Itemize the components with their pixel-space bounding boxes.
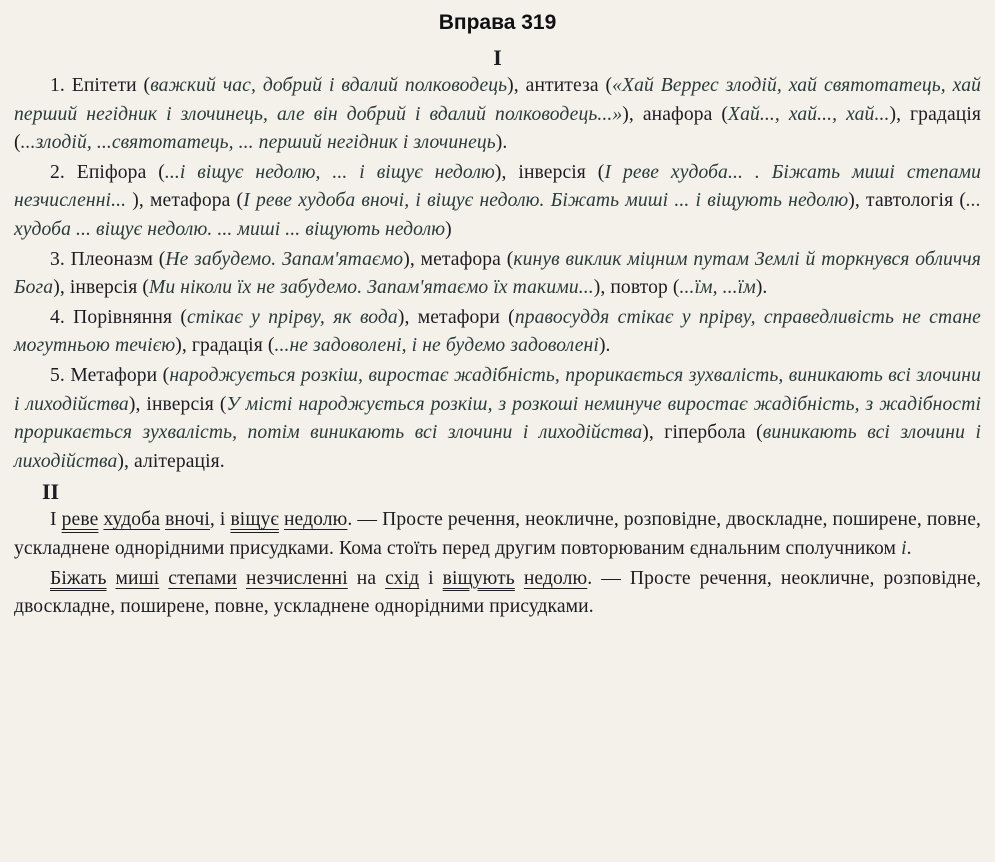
item-number: 4. bbox=[50, 306, 74, 328]
text-segment: ), градація ( bbox=[14, 103, 981, 154]
example-quote: стікає у прірву, як вода bbox=[187, 306, 398, 328]
example-quote: ...не задоволені, і не будемо задоволені bbox=[274, 335, 599, 357]
text-segment: ), гіпербола ( bbox=[642, 422, 763, 444]
text-segment: Порівняння ( bbox=[73, 306, 187, 328]
text-segment: . — Просте речення, неокличне, розповідне, двоскладне, поширене, повне, ускладнене однорідними присудками. bbox=[14, 567, 981, 618]
underlined-sentence-member: вночі bbox=[165, 509, 210, 531]
answer-item bbox=[14, 159, 981, 245]
underlined-sentence-member: схід bbox=[385, 567, 420, 589]
text-segment bbox=[515, 568, 524, 589]
example-quote: ...злодій, ...святотатець, ... перший негідник і злочинець bbox=[20, 132, 496, 154]
example-quote: Ми ніколи їх не забудемо. Запам'ятаємо їх такими... bbox=[148, 277, 594, 299]
text-segment: Плеоназм ( bbox=[70, 248, 166, 270]
answer-item bbox=[14, 362, 981, 476]
text-segment: ) bbox=[445, 218, 452, 240]
text-segment: ). bbox=[598, 335, 611, 357]
text-segment: Епітети ( bbox=[71, 75, 151, 96]
text-segment: ), метафора ( bbox=[403, 248, 514, 270]
text-segment: і bbox=[419, 567, 443, 589]
example-quote: У місті народжується розкіш, з розкоші неминуче виростає жадібність, з жадібності прорикається зухвалість, потім виникають всі злочини і лиходійства bbox=[14, 393, 981, 444]
underlined-sentence-member: степами bbox=[168, 567, 238, 589]
text-segment: на bbox=[347, 567, 386, 589]
text-segment: Епіфора ( bbox=[76, 161, 165, 183]
text-segment: ), інверсія ( bbox=[53, 277, 149, 299]
text-segment: ), інверсія ( bbox=[494, 161, 605, 183]
item-number: 1. bbox=[50, 75, 72, 96]
item-number: 2. bbox=[50, 161, 77, 183]
text-segment: ). bbox=[755, 277, 768, 299]
text-segment: . bbox=[906, 537, 912, 559]
text-segment bbox=[237, 568, 246, 589]
underlined-sentence-member: худоба bbox=[103, 509, 161, 531]
underlined-sentence-member: реве bbox=[61, 509, 99, 531]
example-quote: виникають всі злочини і лиходійства bbox=[14, 422, 981, 472]
text-segment: І bbox=[50, 509, 62, 531]
underlined-sentence-member: миші bbox=[115, 567, 160, 589]
part-two-analysis bbox=[14, 506, 981, 621]
example-quote: правосуддя стікає у прірву, справедливість не стане могутньою течією bbox=[14, 306, 981, 357]
underlined-sentence-member: віщує bbox=[230, 509, 279, 531]
item-number: 5. bbox=[50, 364, 71, 386]
answer-item bbox=[14, 72, 981, 158]
answer-item bbox=[14, 246, 981, 303]
text-segment: . — Просте речення, неокличне, розповідне, двоскладне, поширене, повне, ускладнене однорідними присудками. Кома стоїть перед другим повторюваним єднальним сполучником bbox=[14, 509, 982, 559]
sentence-analysis bbox=[14, 506, 981, 563]
example-quote: І реве худоба... . Біжать миші степами незчисленні... bbox=[14, 161, 981, 212]
example-quote: Не забудемо. Запам'ятаємо bbox=[165, 248, 404, 270]
underlined-sentence-member: недолю bbox=[523, 567, 588, 589]
example-quote: Хай..., хай..., хай... bbox=[728, 103, 890, 125]
underlined-sentence-member: Біжать bbox=[50, 567, 107, 589]
answer-item bbox=[14, 304, 981, 361]
text-segment: ), тавтологія ( bbox=[848, 190, 966, 212]
part-two-heading: II bbox=[42, 479, 60, 505]
text-segment: ), алітерація. bbox=[117, 450, 225, 472]
text-segment: ), градація ( bbox=[175, 335, 275, 357]
example-quote: народжується розкіш, виростає жадібність, прорикається зухвалість, виникають всі злочини і лиходійства bbox=[14, 364, 981, 415]
underlined-sentence-member: незчисленні bbox=[246, 567, 348, 589]
underlined-sentence-member: віщують bbox=[442, 567, 515, 589]
item-number: 3. bbox=[50, 248, 71, 270]
text-segment: ). bbox=[495, 132, 508, 154]
example-quote: ...їм, ...їм bbox=[679, 277, 756, 299]
part-one-answers bbox=[14, 72, 981, 476]
example-quote: «Хай Веррес злодій, хай святотатець, хай перший негідник і злочинець, але він добрий і вдалий полководець...» bbox=[14, 75, 981, 125]
text-segment bbox=[159, 568, 168, 589]
text-segment bbox=[107, 568, 116, 589]
sentence-analysis bbox=[14, 565, 981, 622]
example-quote: кинув виклик міцним путам Землі й торкнувся обличчя Бога bbox=[14, 248, 981, 299]
text-segment: ), метафора ( bbox=[126, 190, 244, 212]
text-segment: , і bbox=[209, 509, 231, 531]
part-one-heading: I bbox=[493, 45, 502, 70]
text-segment: Метафори ( bbox=[70, 364, 170, 386]
example-quote: і bbox=[901, 537, 907, 559]
text-segment: ), метафори ( bbox=[397, 306, 515, 328]
underlined-sentence-member: недолю bbox=[283, 509, 348, 531]
text-segment: ), анафора ( bbox=[622, 103, 728, 125]
example-quote: важкий час, добрий і вдалий полководець bbox=[150, 75, 508, 96]
text-segment: ), інверсія ( bbox=[128, 393, 227, 415]
text-segment: ), повтор ( bbox=[593, 277, 680, 299]
exercise-title: Вправа 319 bbox=[438, 11, 557, 34]
example-quote: ... худоба ... віщує недолю. ... миші ... віщують недолю bbox=[14, 190, 981, 240]
example-quote: І реве худоба вночі, і віщує недолю. Біжать миші ... і віщують недолю bbox=[243, 190, 849, 212]
example-quote: ...і віщує недолю, ... і віщує недолю bbox=[164, 161, 495, 183]
text-segment: ), антитеза ( bbox=[507, 75, 613, 96]
